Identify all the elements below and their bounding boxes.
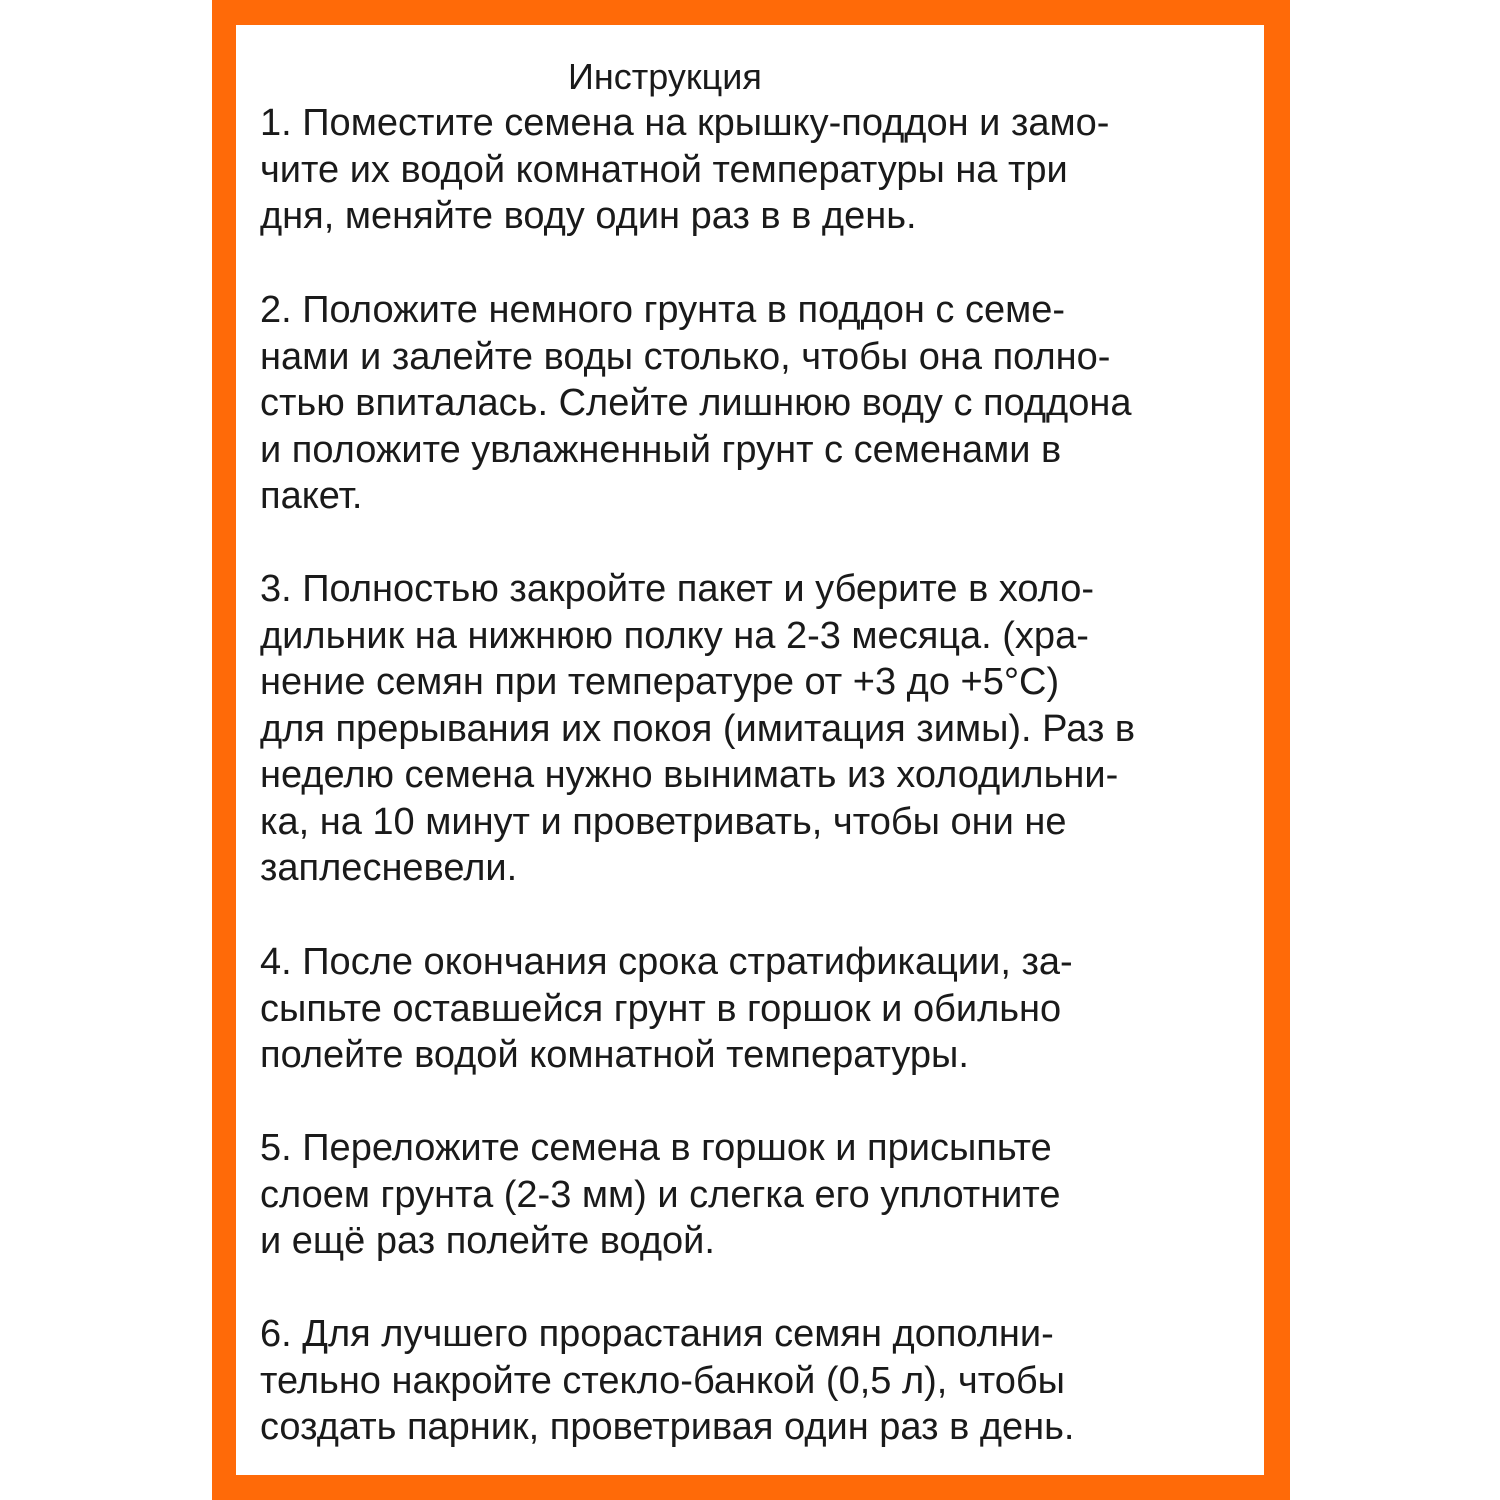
step-4-line-1: 4. После окончания срока стратификации, за- — [260, 941, 1073, 983]
step-3-line-5: неделю семена нужно вынимать из холодильни- — [260, 754, 1119, 796]
step-1-line-2: чите их водой комнатной температуры на три — [260, 148, 1068, 191]
step-2-line-1: 2. Положите немного грунта в поддон с семе- — [260, 289, 1066, 331]
step-3 — [260, 566, 1135, 892]
step-2-line-5: пакет. — [260, 475, 363, 517]
step-5-line-3: и ещё раз полейте водой. — [260, 1220, 715, 1262]
step-3-line-6: ка, на 10 минут и проветривать, чтобы они не — [260, 800, 1067, 843]
step-3-line-2: дильник на нижнюю полку на 2-3 месяца. (хра- — [260, 614, 1089, 657]
step-2-line-3: стью впиталась. Слейте лишнюю воду с поддона — [260, 382, 1132, 424]
step-6-line-3: создать парник, проветривая один раз в день. — [260, 1406, 1075, 1448]
step-4-line-3: полейте водой комнатной температуры. — [260, 1034, 969, 1076]
instruction-title: Инструкция — [568, 56, 762, 97]
step-2-line-2: нами и залейте воды столько, чтобы она полно- — [260, 335, 1111, 378]
step-4-line-2: сыпьте оставшейся грунт в горшок и обильно — [260, 987, 1062, 1030]
step-1 — [260, 100, 1109, 240]
step-2-line-4: и положите увлажненный грунт с семенами в — [260, 428, 1062, 471]
step-5-line-2: слоем грунта (2-3 мм) и слегка его уплотните — [260, 1173, 1061, 1216]
step-5-line-1: 5. Переложите семена в горшок и присыпьте — [260, 1127, 1052, 1169]
step-4 — [260, 939, 1073, 1079]
step-6-line-1: 6. Для лучшего прорастания семян дополни- — [260, 1313, 1054, 1355]
step-6 — [260, 1311, 1074, 1451]
step-3-line-7: заплесневели. — [260, 847, 518, 889]
step-3-line-3: нение семян при температуре от +3 до +5°С) — [260, 661, 1060, 703]
step-1-line-3: дня, меняйте воду один раз в в день. — [260, 195, 917, 237]
step-6-line-2: тельно накройте стекло-банкой (0,5 л), чтобы — [260, 1359, 1065, 1402]
step-2 — [260, 287, 1131, 520]
step-3-line-1: 3. Полностью закройте пакет и уберите в холо- — [260, 568, 1095, 610]
step-3-line-4: для прерывания их покоя (имитация зимы). Раз в — [260, 707, 1136, 750]
step-5 — [260, 1125, 1061, 1265]
step-1-line-1: 1. Поместите семена на крышку-поддон и замо- — [260, 102, 1110, 144]
